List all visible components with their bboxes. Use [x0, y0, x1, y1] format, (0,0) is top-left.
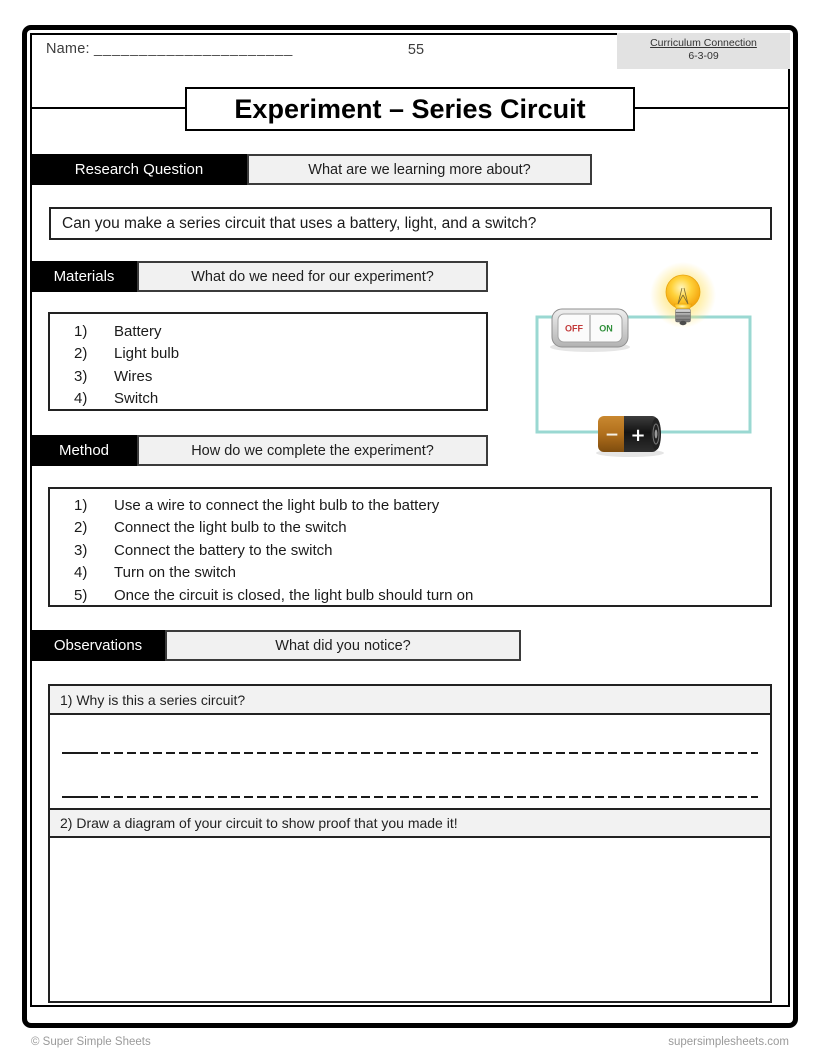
- list-item-text: Turn on the switch: [114, 564, 236, 582]
- name-row: [46, 41, 293, 57]
- circuit-drawing-area[interactable]: [50, 838, 770, 1001]
- footer-copyright: © Super Simple Sheets: [31, 1036, 151, 1048]
- name-label: Name:: [46, 41, 90, 57]
- observations-prompt: What did you notice?: [165, 630, 521, 661]
- materials-list-box: [48, 312, 488, 411]
- curriculum-connection-code: 6-3-09: [688, 50, 719, 62]
- list-item: [50, 366, 486, 388]
- writing-line[interactable]: [62, 796, 758, 798]
- method-prompt: How do we complete the experiment?: [137, 435, 488, 466]
- list-item-text: Wires: [114, 367, 153, 385]
- research-question-text: Can you make a series circuit that uses a battery, light, and a switch?: [49, 207, 772, 240]
- list-item-number: 4): [74, 390, 88, 408]
- list-item-number: 2): [74, 519, 88, 537]
- observation-1-answer-area[interactable]: [50, 717, 770, 808]
- page-title: Experiment – Series Circuit: [185, 87, 635, 131]
- switch-off-label: OFF: [565, 323, 583, 334]
- switch-on-label: ON: [599, 323, 613, 334]
- observations-answer-block: [48, 684, 772, 1003]
- materials-section-label: Materials: [31, 261, 137, 292]
- materials-prompt: What do we need for our experiment?: [137, 261, 488, 292]
- list-item: [50, 517, 770, 539]
- list-item-text: Battery: [114, 323, 162, 340]
- research-question-section-label: Research Question: [31, 154, 247, 185]
- battery-icon: [596, 416, 664, 457]
- writing-line[interactable]: [62, 752, 758, 754]
- list-item: [50, 321, 486, 343]
- series-circuit-illustration: [528, 262, 806, 458]
- page-number: 55: [407, 42, 425, 58]
- list-item-number: 1): [74, 497, 88, 514]
- battery-minus-label: −: [604, 425, 620, 445]
- list-item: [50, 495, 770, 517]
- method-steps-box: [48, 487, 772, 607]
- list-item: [50, 585, 770, 607]
- list-item-number: 3): [74, 541, 88, 559]
- list-item-text: Use a wire to connect the light bulb to the battery: [114, 497, 440, 514]
- list-item-text: Switch: [114, 390, 159, 408]
- list-item: [50, 388, 486, 410]
- list-item-number: 4): [74, 564, 88, 582]
- list-item: [50, 540, 770, 562]
- observations-section-label: Observations: [31, 630, 165, 661]
- list-item: [50, 343, 486, 365]
- list-item-number: 2): [74, 345, 88, 363]
- list-item-number: 1): [74, 323, 88, 340]
- list-item-number: 3): [74, 367, 88, 385]
- curriculum-connection-box: [617, 33, 790, 69]
- on-off-switch-icon: [550, 309, 630, 352]
- list-item-text: Once the circuit is closed, the light bulb should turn on: [114, 586, 474, 604]
- research-question-prompt: What are we learning more about?: [247, 154, 592, 185]
- light-bulb-icon: [650, 262, 716, 328]
- list-item-text: Light bulb: [114, 345, 180, 363]
- footer-website: supersimplesheets.com: [668, 1036, 789, 1048]
- observation-question-2: 2) Draw a diagram of your circuit to show proof that you made it!: [50, 808, 770, 838]
- battery-plus-label: +: [630, 425, 646, 446]
- list-item-text: Connect the light bulb to the switch: [114, 519, 347, 537]
- list-item-number: 5): [74, 586, 88, 604]
- list-item-text: Connect the battery to the switch: [114, 541, 333, 559]
- curriculum-connection-title: Curriculum Connection: [650, 37, 757, 49]
- method-section-label: Method: [31, 435, 137, 466]
- list-item: [50, 562, 770, 584]
- observation-question-1: 1) Why is this a series circuit?: [50, 686, 770, 715]
- name-blank-field[interactable]: ______________________: [93, 41, 294, 57]
